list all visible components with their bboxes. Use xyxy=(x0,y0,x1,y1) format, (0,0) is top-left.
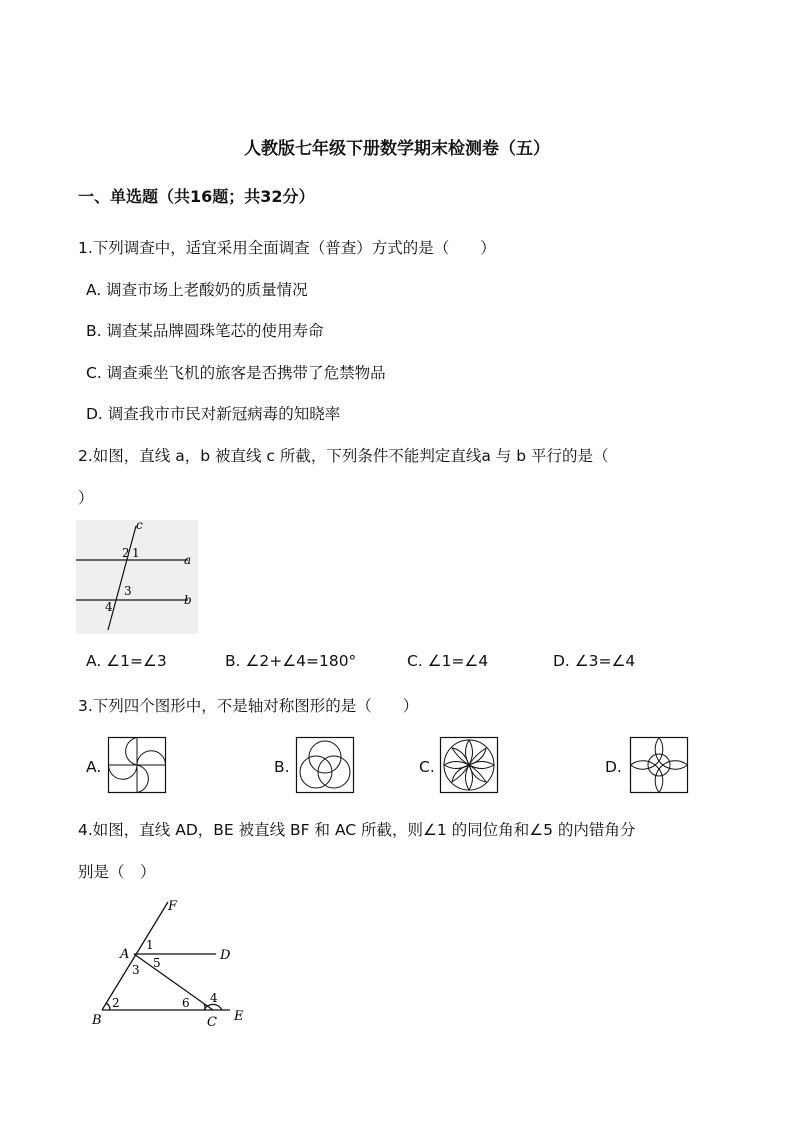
question-3-option-c-label[interactable]: C. xyxy=(419,758,435,776)
angle-label-6: 6 xyxy=(182,996,190,1010)
question-1-option-c[interactable]: C. 调查乘坐飞机的旅客是否携带了危禁物品 xyxy=(86,364,386,382)
question-4-stem-line1: 4.如图，直线 AD，BE 被直线 BF 和 AC 所截，则∠1 的同位角和∠5 的内错角分 xyxy=(78,821,636,839)
point-label-b: B xyxy=(92,1013,102,1028)
angle-label-2: 2 xyxy=(122,546,130,560)
question-1-stem: 1.下列调查中，适宜采用全面调查（普查）方式的是（ ） xyxy=(78,239,496,257)
question-1-option-b[interactable]: B. 调查某品牌圆珠笔芯的使用寿命 xyxy=(86,322,324,340)
question-2-stem-line2: ） xyxy=(78,489,94,507)
point-label-f: F xyxy=(168,899,178,914)
question-2-option-a[interactable]: A. ∠1=∠3 xyxy=(86,652,167,670)
question-4-stem-line2: 别是（ ） xyxy=(78,863,156,881)
question-3-stem: 3.下列四个图形中，不是轴对称图形的是（ ） xyxy=(78,697,419,715)
section-heading: 一、单选题（共16题；共32分） xyxy=(78,187,315,206)
label-a: a xyxy=(184,553,192,567)
question-3-option-b-label[interactable]: B. xyxy=(274,758,290,776)
question-2-option-d[interactable]: D. ∠3=∠4 xyxy=(553,652,636,670)
page-title: 人教版七年级下册数学期末检测卷（五） xyxy=(244,139,550,159)
question-3-option-a-label[interactable]: A. xyxy=(86,758,102,776)
question-3-figure-c[interactable] xyxy=(440,737,498,793)
question-3-option-d-label[interactable]: D. xyxy=(605,758,622,776)
angle-arc-2 xyxy=(106,1003,110,1010)
angle-label-4: 4 xyxy=(105,600,113,614)
label-c: c xyxy=(136,518,143,532)
angle-label-1: 1 xyxy=(132,546,140,560)
question-3-figure-d[interactable] xyxy=(630,737,688,793)
point-label-d: D xyxy=(220,948,231,963)
question-1-option-d[interactable]: D. 调查我市市民对新冠病毒的知晓率 xyxy=(86,405,341,423)
question-3-figure-b[interactable] xyxy=(296,737,354,793)
figure-background xyxy=(76,520,198,634)
question-3-figure-a[interactable] xyxy=(108,737,166,793)
angle-label-5: 5 xyxy=(153,956,161,970)
question-1-option-a[interactable]: A. 调查市场上老酸奶的质量情况 xyxy=(86,281,308,299)
point-label-c: C xyxy=(207,1015,217,1030)
label-b: b xyxy=(184,593,192,607)
question-2-option-b[interactable]: B. ∠2+∠4=180° xyxy=(225,652,357,670)
question-2-stem-line1: 2.如图，直线 a，b 被直线 c 所截，下列条件不能判定直线a 与 b 平行的是（ xyxy=(78,447,609,465)
line-ac xyxy=(134,954,213,1010)
question-2-option-c[interactable]: C. ∠1=∠4 xyxy=(407,652,489,670)
point-label-a: A xyxy=(120,947,130,962)
angle-label-2: 2 xyxy=(112,996,120,1010)
point-label-e: E xyxy=(234,1009,244,1024)
angle-label-1: 1 xyxy=(146,938,154,952)
question-2-figure xyxy=(76,520,198,634)
question-4-figure xyxy=(88,896,258,1030)
angle-label-3: 3 xyxy=(124,584,132,598)
angle-label-3: 3 xyxy=(132,963,140,977)
angle-label-4: 4 xyxy=(210,991,218,1005)
